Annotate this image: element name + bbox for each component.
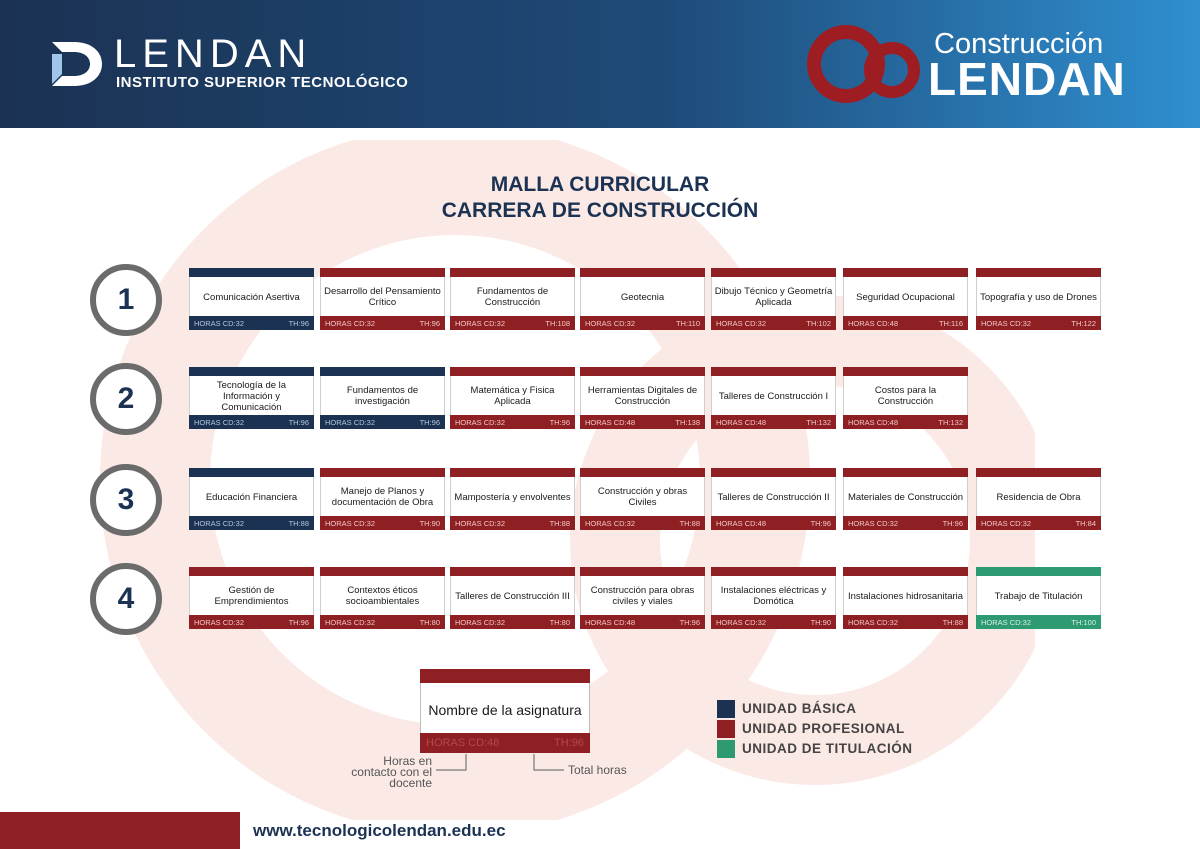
- course-total-hours: TH:88: [549, 518, 570, 528]
- course-card-footer: [976, 615, 1101, 629]
- course-contact-hours: HORAS CD:32: [585, 318, 636, 328]
- course-contact-hours: HORAS CD:32: [194, 417, 245, 427]
- course-name: Dibujo Técnico y Geometría Aplicada: [714, 286, 833, 308]
- course-total-hours: TH:132: [938, 417, 963, 427]
- course-card-header: [711, 567, 836, 576]
- brand-line1: Construcción: [934, 28, 1104, 60]
- semester-badge-4: 4: [90, 563, 162, 635]
- course-total-hours: TH:96: [419, 417, 440, 427]
- course-card: [843, 367, 968, 429]
- course-card-footer: [711, 516, 836, 530]
- course-contact-hours: HORAS CD:32: [455, 518, 506, 528]
- course-name: Herramientas Digitales de Construcción: [587, 385, 698, 407]
- course-card: [580, 468, 705, 530]
- course-card-header: [450, 567, 575, 576]
- course-card-footer: [711, 316, 836, 330]
- course-card: [711, 367, 836, 429]
- course-card-header: [976, 468, 1101, 477]
- course-card-footer: [189, 615, 314, 629]
- course-card-footer: [189, 516, 314, 530]
- course-card-footer: [189, 316, 314, 330]
- construccion-lendan-logo: [806, 24, 1156, 108]
- legend-item-titulacion: [717, 740, 977, 758]
- course-name: Desarrollo del Pensamiento Crítico: [324, 286, 441, 308]
- lendan-logo-icon: [48, 40, 104, 88]
- course-total-hours: TH:88: [942, 617, 963, 627]
- course-name: Contextos éticos socioambientales: [345, 585, 420, 607]
- title-line1: MALLA CURRICULAR: [490, 173, 710, 196]
- course-name: Construcción para obras civiles y viales: [590, 585, 695, 607]
- course-card: [976, 567, 1101, 629]
- course-card: [450, 268, 575, 330]
- course-card-header: [843, 468, 968, 477]
- course-total-hours: TH:102: [806, 318, 831, 328]
- page-title: [300, 172, 900, 224]
- course-contact-hours: HORAS CD:32: [848, 518, 899, 528]
- course-card-footer: [450, 615, 575, 629]
- course-contact-hours: HORAS CD:32: [325, 318, 376, 328]
- course-card: [189, 567, 314, 629]
- course-contact-hours: HORAS CD:32: [716, 318, 767, 328]
- course-card-header: [580, 468, 705, 477]
- course-total-hours: TH:132: [806, 417, 831, 427]
- course-name: Construcción y obras Civiles: [597, 486, 688, 508]
- course-card-footer: [976, 516, 1101, 530]
- course-total-hours: TH:96: [549, 417, 570, 427]
- course-card-header: [189, 367, 314, 376]
- course-card-header: [320, 268, 445, 277]
- course-total-hours: TH:96: [679, 617, 700, 627]
- semester-badge-3: 3: [90, 464, 162, 536]
- course-card-footer: [580, 316, 705, 330]
- course-card-header: [320, 367, 445, 376]
- course-contact-hours: HORAS CD:48: [848, 417, 899, 427]
- course-contact-hours: HORAS CD:32: [455, 617, 506, 627]
- brand-subtitle: INSTITUTO SUPERIOR TECNOLÓGICO: [116, 74, 409, 91]
- course-card-footer: [450, 415, 575, 429]
- course-total-hours: TH:138: [675, 417, 700, 427]
- course-name: Talleres de Construcción III: [455, 590, 570, 602]
- course-name: Fundamentos de Construcción: [476, 286, 549, 308]
- course-contact-hours: HORAS CD:48: [585, 617, 636, 627]
- course-card: [580, 367, 705, 429]
- course-card-header: [320, 567, 445, 576]
- course-card-footer: [580, 615, 705, 629]
- course-name: Fundamentos de investigación: [346, 385, 419, 407]
- course-total-hours: TH:88: [679, 518, 700, 528]
- course-contact-hours: HORAS CD:32: [194, 617, 245, 627]
- course-card-header: [189, 268, 314, 277]
- course-card: [711, 468, 836, 530]
- brand-line2: LENDAN: [928, 53, 1126, 105]
- course-name: Mampostería y envolventes: [454, 491, 571, 503]
- course-card-header: [450, 367, 575, 376]
- course-contact-hours: HORAS CD:32: [325, 417, 376, 427]
- course-total-hours: TH:84: [1075, 518, 1096, 528]
- course-name: Costos para la Construcción: [874, 385, 937, 407]
- brand-name: LENDAN: [114, 32, 313, 76]
- course-total-hours: TH:108: [545, 318, 570, 328]
- course-card: [976, 268, 1101, 330]
- course-contact-hours: HORAS CD:48: [585, 417, 636, 427]
- example-card-header: [420, 669, 590, 683]
- course-card: [450, 567, 575, 629]
- course-total-hours: TH:90: [419, 518, 440, 528]
- legend-label-titulacion: UNIDAD DE TITULACIÓN: [742, 741, 913, 756]
- course-card-footer: [450, 516, 575, 530]
- course-contact-hours: HORAS CD:32: [981, 617, 1032, 627]
- course-card-footer: [843, 316, 968, 330]
- course-name: Gestión de Emprendimientos: [214, 585, 289, 607]
- course-card-footer: [711, 415, 836, 429]
- course-name: Instalaciones eléctricas y Domótica: [720, 585, 827, 607]
- course-card: [320, 367, 445, 429]
- course-card-header: [711, 367, 836, 376]
- course-card-footer: [976, 316, 1101, 330]
- course-total-hours: TH:110: [675, 318, 700, 328]
- course-contact-hours: HORAS CD:32: [981, 518, 1032, 528]
- legend-label-basica: UNIDAD BÁSICA: [742, 701, 857, 716]
- footer-bar: [0, 812, 240, 849]
- course-name: Residencia de Obra: [996, 491, 1081, 503]
- course-contact-hours: HORAS CD:32: [325, 617, 376, 627]
- course-card-footer: [580, 415, 705, 429]
- lendan-logo: [48, 32, 428, 94]
- course-contact-hours: HORAS CD:32: [194, 318, 245, 328]
- course-total-hours: TH:90: [810, 617, 831, 627]
- course-contact-hours: HORAS CD:48: [716, 417, 767, 427]
- course-card-header: [189, 468, 314, 477]
- example-card-hours-cd: HORAS CD:48: [426, 737, 500, 749]
- legend-item-profesional: [717, 720, 977, 738]
- course-card: [843, 468, 968, 530]
- example-card: [420, 669, 590, 753]
- course-contact-hours: HORAS CD:32: [848, 617, 899, 627]
- course-card: [189, 367, 314, 429]
- semester-badge-2: 2: [90, 363, 162, 435]
- course-contact-hours: HORAS CD:32: [716, 617, 767, 627]
- course-contact-hours: HORAS CD:32: [585, 518, 636, 528]
- course-card-header: [843, 567, 968, 576]
- course-total-hours: TH:96: [942, 518, 963, 528]
- course-card: [189, 268, 314, 330]
- course-contact-hours: HORAS CD:48: [848, 318, 899, 328]
- course-card-header: [976, 567, 1101, 576]
- course-card-header: [580, 567, 705, 576]
- course-total-hours: TH:96: [288, 318, 309, 328]
- course-total-hours: TH:88: [288, 518, 309, 528]
- course-card-footer: [843, 415, 968, 429]
- course-card-footer: [320, 316, 445, 330]
- course-card-footer: [580, 516, 705, 530]
- example-label-total-hours: Total horas: [568, 763, 627, 777]
- course-card-header: [450, 468, 575, 477]
- course-card-header: [843, 268, 968, 277]
- course-contact-hours: HORAS CD:32: [325, 518, 376, 528]
- course-card-footer: [320, 516, 445, 530]
- course-card: [320, 268, 445, 330]
- course-total-hours: TH:96: [810, 518, 831, 528]
- course-card: [711, 567, 836, 629]
- course-total-hours: TH:122: [1071, 318, 1096, 328]
- course-card-header: [976, 268, 1101, 277]
- course-card-footer: [843, 615, 968, 629]
- course-card-header: [450, 268, 575, 277]
- course-name: Manejo de Planos y documentación de Obra: [331, 486, 434, 508]
- legend-item-basica: [717, 700, 977, 718]
- course-card: [843, 567, 968, 629]
- course-card: [843, 268, 968, 330]
- legend-swatch-titulacion: [717, 740, 735, 758]
- course-name: Tecnología de la Información y Comunicación: [216, 379, 287, 413]
- example-label-contact-hours: Horas en contacto con el docente: [351, 754, 432, 790]
- course-card: [320, 567, 445, 629]
- course-card: [189, 468, 314, 530]
- course-card: [711, 268, 836, 330]
- example-card-name: Nombre de la asignatura: [428, 701, 582, 718]
- course-card-footer: [711, 615, 836, 629]
- course-name: Instalaciones hidrosanitaria: [847, 590, 964, 602]
- course-name: Trabajo de Titulación: [994, 590, 1083, 602]
- title-line2: CARRERA DE CONSTRUCCIÓN: [441, 199, 759, 222]
- course-total-hours: TH:96: [288, 617, 309, 627]
- course-card: [580, 268, 705, 330]
- course-card-header: [189, 567, 314, 576]
- course-total-hours: TH:80: [549, 617, 570, 627]
- course-total-hours: TH:80: [419, 617, 440, 627]
- course-card: [450, 367, 575, 429]
- legend-label-profesional: UNIDAD PROFESIONAL: [742, 721, 905, 736]
- course-card: [320, 468, 445, 530]
- course-name: Topografía y uso de Drones: [980, 291, 1097, 303]
- course-contact-hours: HORAS CD:32: [455, 318, 506, 328]
- course-contact-hours: HORAS CD:32: [981, 318, 1032, 328]
- course-card-header: [580, 268, 705, 277]
- course-name: Comunicación Asertiva: [203, 291, 300, 303]
- course-contact-hours: HORAS CD:32: [194, 518, 245, 528]
- course-card-footer: [189, 415, 314, 429]
- course-name: Geotecnia: [620, 291, 665, 303]
- course-name: Materiales de Construcción: [847, 491, 964, 503]
- course-total-hours: TH:96: [288, 417, 309, 427]
- course-card-footer: [450, 316, 575, 330]
- course-total-hours: TH:96: [419, 318, 440, 328]
- legend-swatch-profesional: [717, 720, 735, 738]
- course-name: Talleres de Construcción II: [717, 491, 830, 503]
- footer-website-link[interactable]: www.tecnologicolendan.edu.ec: [253, 821, 506, 840]
- course-total-hours: TH:116: [938, 318, 963, 328]
- course-card-header: [320, 468, 445, 477]
- course-card-footer: [320, 415, 445, 429]
- course-contact-hours: HORAS CD:32: [455, 417, 506, 427]
- example-card-total-hours: TH:96: [554, 737, 584, 749]
- co-mark-icon: [806, 24, 926, 104]
- course-card-header: [580, 367, 705, 376]
- header-banner: [0, 0, 1200, 128]
- course-card: [976, 468, 1101, 530]
- course-card: [580, 567, 705, 629]
- course-card: [450, 468, 575, 530]
- course-total-hours: TH:100: [1071, 617, 1096, 627]
- legend-swatch-basica: [717, 700, 735, 718]
- course-card-header: [711, 268, 836, 277]
- course-name: Seguridad Ocupacional: [856, 291, 955, 303]
- course-contact-hours: HORAS CD:48: [716, 518, 767, 528]
- course-card-header: [711, 468, 836, 477]
- course-name: Matemática y Fisica Aplicada: [470, 385, 555, 407]
- course-card-footer: [843, 516, 968, 530]
- course-name: Educación Financiera: [205, 491, 298, 503]
- course-name: Talleres de Construcción I: [718, 390, 829, 402]
- semester-badge-1: 1: [90, 264, 162, 336]
- course-card-header: [843, 367, 968, 376]
- course-card-footer: [320, 615, 445, 629]
